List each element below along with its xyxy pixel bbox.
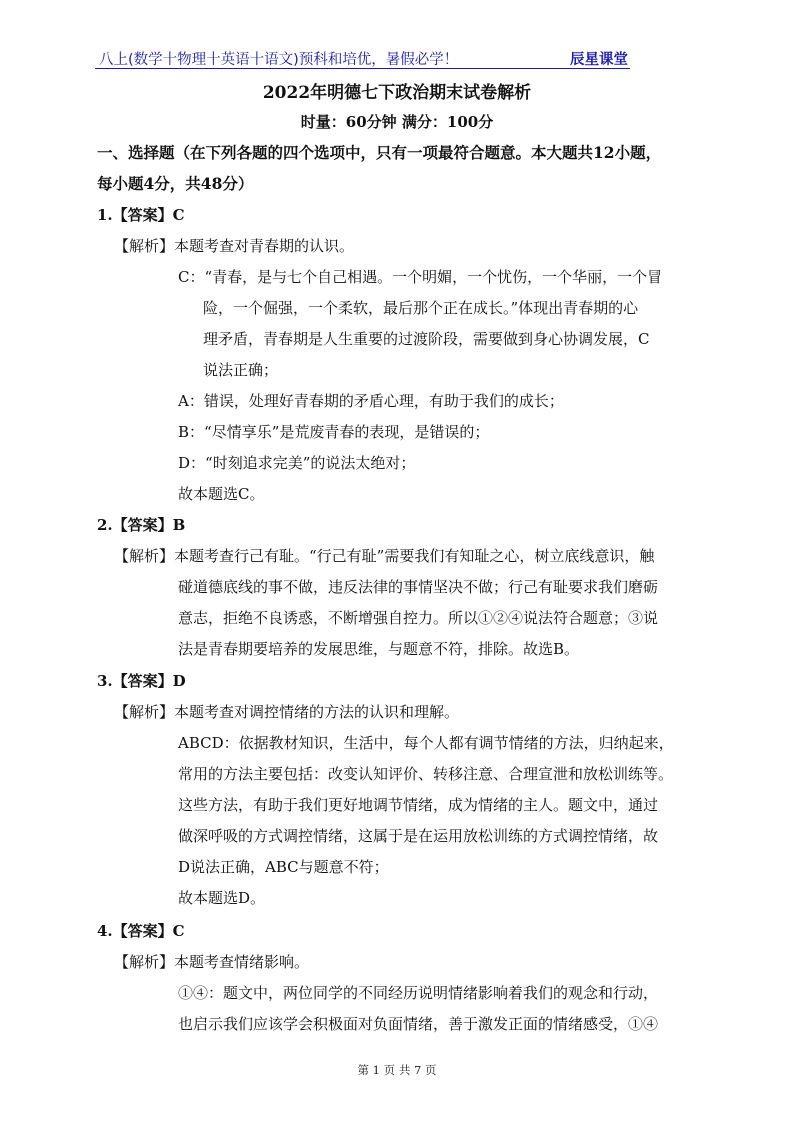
q3-conclusion: 故本题选D。 [178, 889, 266, 907]
q3-body-line-4: 做深呼吸的方式调控情绪，这属于是在运用放松训练的方式调控情绪，故 [178, 827, 659, 845]
q1-option-c-line-4: 说法正确； [203, 361, 279, 379]
q4-answer: 4.【答案】C [97, 922, 185, 940]
section-heading-line-1: 一、选择题（在下列各题的四个选项中，只有一项最符合题意。本大题共12小题， [97, 143, 662, 162]
q4-analysis: 【解析】本题考查情绪影响。 [114, 953, 310, 971]
document-title: 2022年明德七下政治期末试卷解析 [262, 83, 532, 103]
q1-option-d: D：“时刻追求完美”的说法太绝对； [178, 454, 416, 472]
exam-info: 时量：60分钟 满分：100分 [300, 113, 494, 131]
brand-name: 辰星课堂 [570, 52, 628, 68]
q3-body-line-3: 这些方法，有助于我们更好地调节情绪，成为情绪的主人。题文中，通过 [178, 796, 659, 814]
q4-body-line-2: 也启示我们应该学会积极面对负面情绪，善于激发正面的情绪感受，①④ [178, 1015, 659, 1033]
q2-analysis-line-3: 意志，拒绝不良诱惑，不断增强自控力。所以①②④说法符合题意；③说 [178, 609, 659, 627]
q2-analysis-line-4: 法是青春期要培养的发展思维，与题意不符，排除。故选B。 [178, 640, 580, 658]
q1-option-b: B：“尽情享乐”是荒废青春的表现，是错误的； [178, 423, 490, 441]
q4-body-line-1: ①④：题文中，两位同学的不同经历说明情绪影响着我们的观念和行动， [178, 984, 659, 1002]
page-number: 第 1 页 共 7 页 [357, 1063, 437, 1077]
q3-body-line-2: 常用的方法主要包括：改变认知评价、转移注意、合理宣泄和放松训练等。 [178, 765, 674, 783]
q3-body-line-5: D说法正确，ABC与题意不符； [178, 858, 389, 876]
q2-answer: 2.【答案】B [97, 516, 186, 534]
q1-option-c-line-1: C：“青春，是与七个自己相遇。一个明媚，一个忧伤，一个华丽，一个冒 [178, 268, 663, 286]
q1-conclusion: 故本题选C。 [178, 485, 265, 503]
q1-option-c-line-3: 理矛盾，青春期是人生重要的过渡阶段，需要做到身心协调发展，C [203, 330, 650, 348]
q3-body-line-1: ABCD：依据教材知识，生活中，每个人都有调节情绪的方法，归纳起来， [178, 734, 674, 752]
q1-option-a: A：错误，处理好青春期的矛盾心理，有助于我们的成长； [178, 392, 564, 410]
q1-option-c-line-2: 险，一个倔强，一个柔软，最后那个正在成长。”体现出青春期的心 [203, 299, 639, 317]
q2-analysis-line-1: 【解析】本题考查行己有耻。“行己有耻”需要我们有知耻之心，树立底线意识，触 [114, 547, 655, 565]
promo-banner [95, 44, 630, 69]
q1-analysis: 【解析】本题考查对青春期的认识。 [114, 237, 355, 255]
q3-answer: 3.【答案】D [97, 672, 186, 690]
q1-answer: 1.【答案】C [97, 206, 185, 224]
q2-analysis-line-2: 碰道德底线的事不做，违反法律的事情坚决不做；行己有耻要求我们磨砺 [178, 578, 659, 596]
promo-text: 八上(数学十物理十英语十语文)预科和培优，暑假必学！ [99, 52, 459, 68]
section-heading-line-2: 每小题4分，共48分） [97, 174, 254, 193]
q3-analysis: 【解析】本题考查对调控情绪的方法的认识和理解。 [114, 703, 460, 721]
